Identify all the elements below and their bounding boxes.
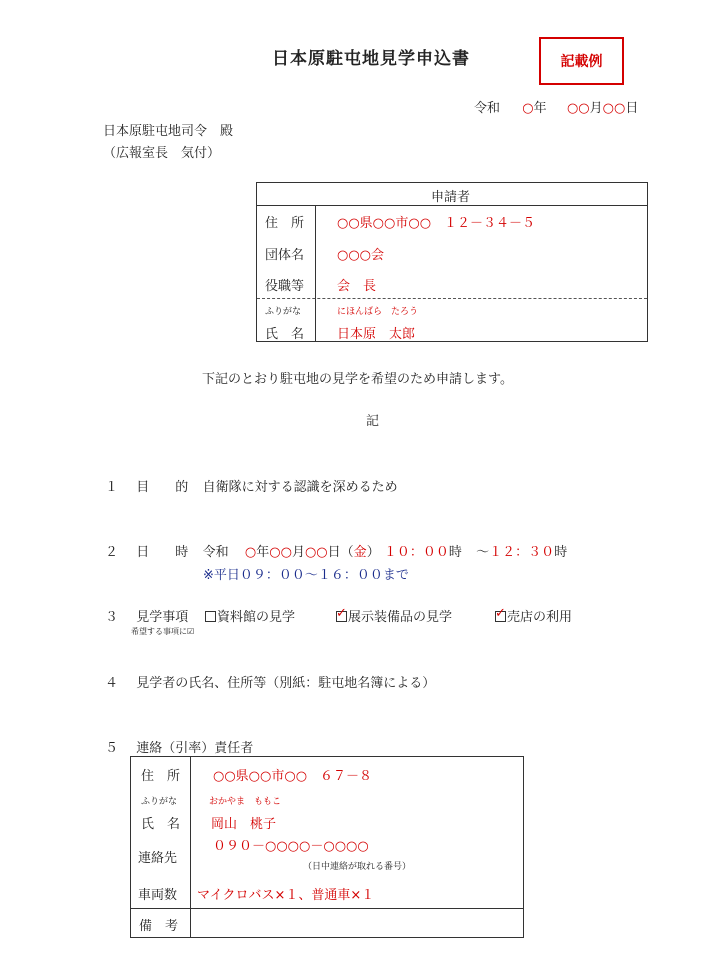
contact-furigana-value: おかやま ももこ <box>209 797 282 807</box>
item-visitors-num: ４ <box>105 676 119 691</box>
applicant-position-label: 役職等 <box>265 279 305 294</box>
item-contact-label: 連絡（引率）責任者 <box>136 741 254 756</box>
check-mark-icon: ✓ <box>336 606 347 621</box>
visit-option-equipment-label: 展示装備品の見学 <box>348 610 453 625</box>
item-datetime-end: １２：３０ <box>489 545 555 560</box>
contact-table <box>130 756 524 938</box>
applicant-furigana-value: にほんばら たろう <box>337 307 419 317</box>
item-visit-label: 見学事項 <box>136 610 189 625</box>
item-datetime-year: ○ <box>244 545 257 560</box>
date-era: 令和 <box>474 101 501 116</box>
contact-name-label: 氏 名 <box>141 817 181 832</box>
contact-name-value: 岡山 桃子 <box>211 817 277 832</box>
contact-furigana-label: ふりがな <box>141 797 178 807</box>
item-datetime-start: １０：００ <box>383 545 449 560</box>
contact-phone-note: （日中連絡が取れる番号） <box>303 862 412 872</box>
item-datetime-tilde: ～ <box>476 545 490 560</box>
item-datetime-day-unit: 日 <box>327 545 341 560</box>
check-mark-icon: ✓ <box>495 606 506 621</box>
contact-address-value: ○○県○○市○○ ６７－８ <box>213 769 373 784</box>
request-sentence: 下記のとおり駐屯地の見学を希望のため申請します。 <box>202 372 513 387</box>
applicant-header: 申請者 <box>431 190 471 205</box>
ki-heading: 記 <box>366 414 380 429</box>
contact-divider <box>190 757 191 937</box>
item-datetime <box>105 541 567 560</box>
visit-option-shop-checkbox[interactable] <box>495 606 506 622</box>
item-datetime-year-unit: 年 <box>256 545 270 560</box>
date-month-unit: 月 <box>589 101 603 116</box>
visit-option-archive[interactable] <box>205 606 295 625</box>
item-datetime-era: 令和 <box>202 545 229 560</box>
item-datetime-end-unit: 時 <box>554 545 568 560</box>
item-visitors-label: 見学者の氏名、住所等（別紙：駐屯地名簿による） <box>136 676 436 691</box>
item-purpose-num: １ <box>105 480 119 495</box>
applicant-name-label: 氏 名 <box>265 327 305 342</box>
visit-option-equipment-checkbox[interactable] <box>336 606 347 622</box>
date-year: ○ <box>522 101 534 116</box>
addressee-line1: 日本原駐屯地司令 殿 <box>103 124 234 139</box>
item-datetime-day: ○○ <box>304 545 328 560</box>
item-datetime-weekday: 金 <box>353 545 367 560</box>
applicant-table <box>256 182 648 342</box>
item-datetime-label: 日 時 <box>136 545 189 560</box>
document-title: 日本原駐屯地見学申込書 <box>272 49 470 69</box>
visit-option-archive-label: 資料館の見学 <box>217 610 296 625</box>
item-contact-num: ５ <box>105 741 119 756</box>
sample-stamp: 記載例 <box>539 37 624 85</box>
applicant-header-row <box>257 183 647 206</box>
applicant-divider <box>315 205 316 342</box>
applicant-name-value: 日本原 太郎 <box>337 327 416 342</box>
item-visit-num: ３ <box>105 610 119 625</box>
item-datetime-start-unit: 時 <box>448 545 462 560</box>
contact-remarks-label: 備 考 <box>139 919 179 934</box>
applicant-group-value: ○○○会 <box>337 248 385 263</box>
item-datetime-note: ※平日０９：００～１６：００まで <box>203 568 409 583</box>
item-purpose-label: 目 的 <box>136 480 189 495</box>
visit-option-equipment[interactable] <box>336 606 452 625</box>
contact-vehicles-label: 車両数 <box>138 888 178 903</box>
item-contact <box>105 737 253 756</box>
contact-phone-label: 連絡先 <box>138 851 178 866</box>
item-datetime-month: ○○ <box>269 545 292 560</box>
applicant-group-label: 団体名 <box>265 248 305 263</box>
date-year-unit: 年 <box>533 101 547 116</box>
item-datetime-month-unit: 月 <box>291 545 305 560</box>
item-purpose-value: 自衛隊に対する認識を深めるため <box>202 480 398 495</box>
visit-hint: 希望する事項に☑ <box>131 627 195 636</box>
applicant-dashed-divider <box>257 298 647 299</box>
applicant-furigana-label: ふりがな <box>265 307 302 317</box>
item-purpose <box>105 476 398 495</box>
addressee-line2: （広報室長 気付） <box>103 146 221 161</box>
visit-option-shop[interactable] <box>495 606 572 625</box>
item-visitors <box>105 672 435 691</box>
visit-option-shop-label: 売店の利用 <box>507 610 573 625</box>
item-visit <box>105 606 188 625</box>
date-day-unit: 日 <box>625 101 639 116</box>
contact-remarks-divider <box>131 908 523 909</box>
applicant-position-value: 会 長 <box>337 279 377 294</box>
contact-vehicles-value: マイクロバス×１、普通車×１ <box>197 888 375 903</box>
visit-option-archive-checkbox[interactable] <box>205 611 216 622</box>
item-datetime-num: ２ <box>105 545 119 560</box>
contact-address-label: 住 所 <box>141 769 181 784</box>
contact-phone-value: ０９０－○○○○－○○○○ <box>213 839 369 854</box>
applicant-address-label: 住 所 <box>265 216 305 231</box>
applicant-address-value: ○○県○○市○○ １２－３４－５ <box>337 216 536 231</box>
date-day: ○○ <box>602 101 626 116</box>
item-datetime-weekday-open: （ <box>340 545 354 560</box>
date-month: ○○ <box>566 101 590 116</box>
item-datetime-weekday-close: ） <box>366 545 380 560</box>
submission-date <box>474 97 638 116</box>
